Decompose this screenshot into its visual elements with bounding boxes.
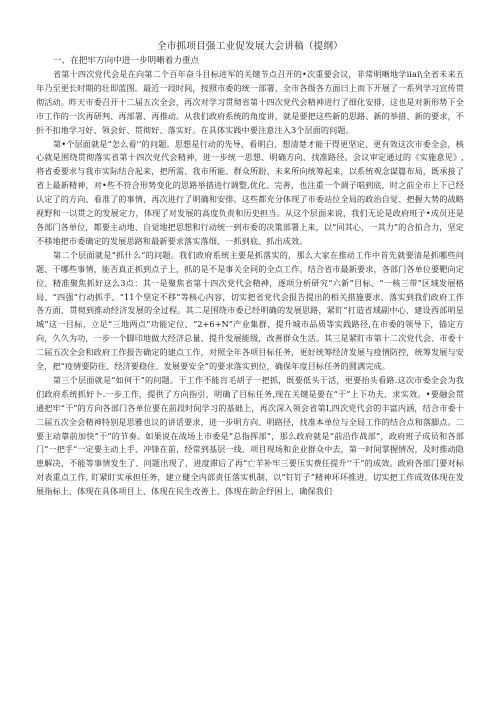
paragraph: 第三个层面就是“如何干”的问题。干工作不能肓毛胡子一把抓，既要低头干活，更要抬头看路.这次市委全会为我们政府系统抓好卜.一步工作，提供了方向指引，明确了目标任务,现在关键是要在“干”上下功夫、求实效。•要融会贯通把牢“干”的方向各部门各单位要在前段时间学习的基础上，再次深入领会省第I,四次党代会的丰富内涵，结合市委十二届五次全会精神特别是思雅也议的讲话要求，进一步明方向、明路径，找准本单位与全局工作的结合点和落脚点。二要主动靠前加快“干”的节奏。如果说在战场上市委是“总指挥部”，那么政府就是“前沿作战部”，政府班子成员和各部门“一把手”一定要主动上手、冲锋在前，经常到基层一线、项目现场和企业群众中去，第一时间掌握情况，及时推动隐患解决，不能等事情发生了、问题出现了，进度滞后了再“亡羊补牢三要压实费任提升‘’干”的成效。政府各部门要对标对表重点工作, 盯紧盯实承担任务，建立健全内部责任落实机制，以“钉钉子”精神环环推进，切实把工作成效体现在发展指标上、体现在具体项目上、体现在民生改善上、体现在助企纾困上，确保我们 (36, 374, 464, 497)
document-title: 全市抓项目强工业促发展大会讲稿（提纲） (156, 41, 344, 52)
section-heading: 一、在把牢方向中进一步明晰着力重点 (53, 56, 200, 66)
paragraph: 第•个层面就是“怎么看'’的问题。思想是行动的先导，看明白、想清楚才能干得更坚定、更有效这次市委全会，核心就是围绕贯彻落实省第十四次党代会精神，进一步统一思想、明确方向、找准路径。会议审定通过的《实施意见》,将省委要求与我市实际结合起来，把所需、我市所能、群众所盼、未来所向统筹起来，以系统观念谋篇布局，既承接了省上最新精神，对•些不符合形势变化的思路举措进行调整,优化、完善，也注重一个调子唱到底，时之前全市上下已经认定了的方向、看准了的事情，再次进行了明确和安排。这些都充分体现了市委站位全局的政治自觉、把握大势的战略视野和一以贯之的发展定力，体现了对发展的高度负责和历史担当。从这个层面来说，我们无论是政府班子•成员还是各部门各单位，都要主动地、自觉地把思想和行动统一到市委的决策部署上来，以“同其心，一其力”的合拍合力，坚定不移地把市委确定的发展思路和最新要求落实落细、一抓到底、抓出成效。 (36, 138, 464, 246)
paragraph: 省第十四次党代会是在向第二个百年奋斗目标进军的关键节点召开的•次重要会议，非常明晰地学iiai\全省未来五年乃至更长时期的壮即蓝图。最近一段时间，按照市委的统一部署，全市各级各方面曰上而下开展了一系列学习宣传贯彻活动。昨天市委召开十二届五次全会，再次对学习贯彻省第十四次党代会精神进行了细化安排，这也是对新形势下全市工作的一次再研判、再部署、再推动。从我们政府系统的角度讲，就是要把这些新的思路、新的举措、新的要求，不折不扣地学习好、领会好、贯彻好、落实好。在具体实践中要注意注入3个层面的问题。 (36, 69, 464, 135)
paragraph: 第二个层面就是“抓什么”的问题。我们政府系统主要是抓落实的，那么大家在推动工作中首先就要清是抓哪些问题、干哪些事情，能否真正抓到点子上，抓的是不是事关全同的全点工作。结合省市最新要求，各部门各单位要靶向定位、精准聚焦抓好这么3点：其一是聚焦省第十四次党代会精神，逐项分析研究“六新”目标、“一核三带”区域发展格局、“四强”行动抓手、“11个坚定不移”等核心内容，切实把省党代会报告提出的相关措施要求，落实到我们政府工作各方面、贯彻到推动经济发展的全过程。其二是围绕市委已经明确的发展思路，紧盯“打造省域副中心、建设西部明星城”这一目标，立足“三地两点”功能定位、“2+6+N”产业集群、提升城市品质等实践路径,在市委的领导下，锚定方向，久久为功，一步一个脚印地做大经济总量、提升发展能级，改善群众生活。其三是紧盯市第十二次党代会、市委十二届五次全会和政府工作报告确定的建点工作，对照全年各项目标任务，更好统筹经济发展与疫情防控，统筹发展与安全，把“疫情要防住、经济要稳住、发展要安全”的要求落实到位，确保年度目标任务的圆满完成。 (36, 249, 464, 372)
